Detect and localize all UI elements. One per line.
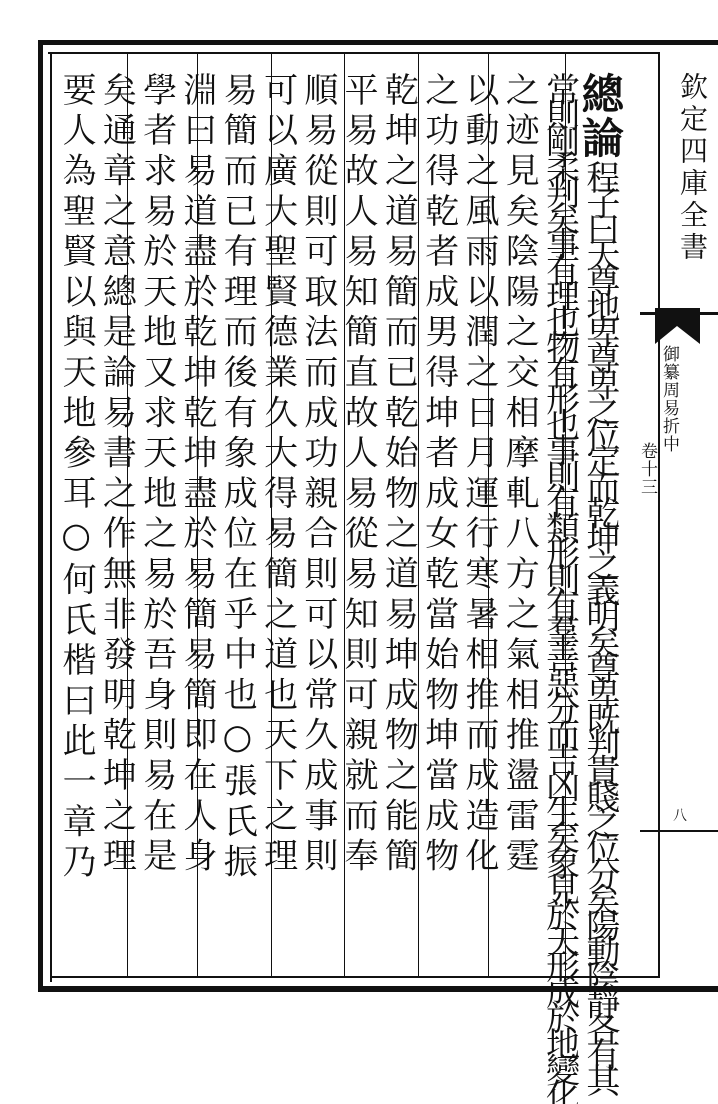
section-heading: 總論 — [575, 72, 625, 160]
border-left-inner — [50, 52, 52, 982]
border-left — [38, 40, 43, 992]
border-top-inner — [48, 52, 660, 54]
text-column-9: 可以廣大聖賢德業久大得易簡之道也天下之理 — [257, 72, 298, 878]
fishtail-marker-icon — [655, 308, 700, 344]
column-text: 程子曰天尊地卑尊卑之位定而乾坤之義明矣尊卑既判貴賤之位分矣陽動陰靜各有其 — [579, 160, 620, 1089]
border-right-inner — [658, 52, 660, 978]
text-column-7: 平易故人易知簡直故人易從易知則可親就而奉 — [338, 72, 379, 878]
text-column-1 — [575, 72, 625, 1089]
text-column-11: 淵曰易道盡於乾坤乾坤盡於易簡易簡即在人身 — [177, 72, 217, 878]
margin-border-bottom — [640, 830, 718, 832]
text-column-14: 要人為聖賢以與天地參耳○何氏楷曰此一章乃 — [56, 72, 97, 884]
text-column-12: 學者求易於天地又求天地之易於吾身則易在是 — [136, 72, 177, 878]
book-title: 欽定四庫全書 — [676, 72, 709, 264]
text-column-8: 順易從則可取法而成功親合則可以常久成事則 — [297, 72, 338, 878]
text-column-2: 常則剛柔判矣事有理也物有形也事則有類形則有羣善惡分而吉凶生矣象見於天形成於地變化 — [539, 72, 580, 1104]
text-column-6: 乾坤之道易簡而已乾始物之道易坤成物之能簡 — [378, 72, 419, 878]
text-column-5: 之功得乾者成男得坤者成女乾當始物坤當成物 — [418, 72, 459, 878]
text-column-3: 之迹見矣陰陽之交相摩軋八方之氣相推盪雷霆 — [499, 72, 540, 878]
border-top — [38, 40, 718, 45]
page-number: 八 — [673, 808, 687, 824]
text-column-13: 矣通章之意總是論易書之作無非發明乾坤之理 — [96, 72, 137, 878]
text-column-10: 易簡而已有理而後有象成位在乎中也○張氏振 — [217, 72, 258, 884]
text-column-4: 以動之風雨以潤之日月運行寒暑相推而成造化 — [459, 72, 499, 878]
work-title: 御纂周易折中 — [659, 345, 679, 453]
volume-label: 卷十三 — [637, 442, 657, 496]
